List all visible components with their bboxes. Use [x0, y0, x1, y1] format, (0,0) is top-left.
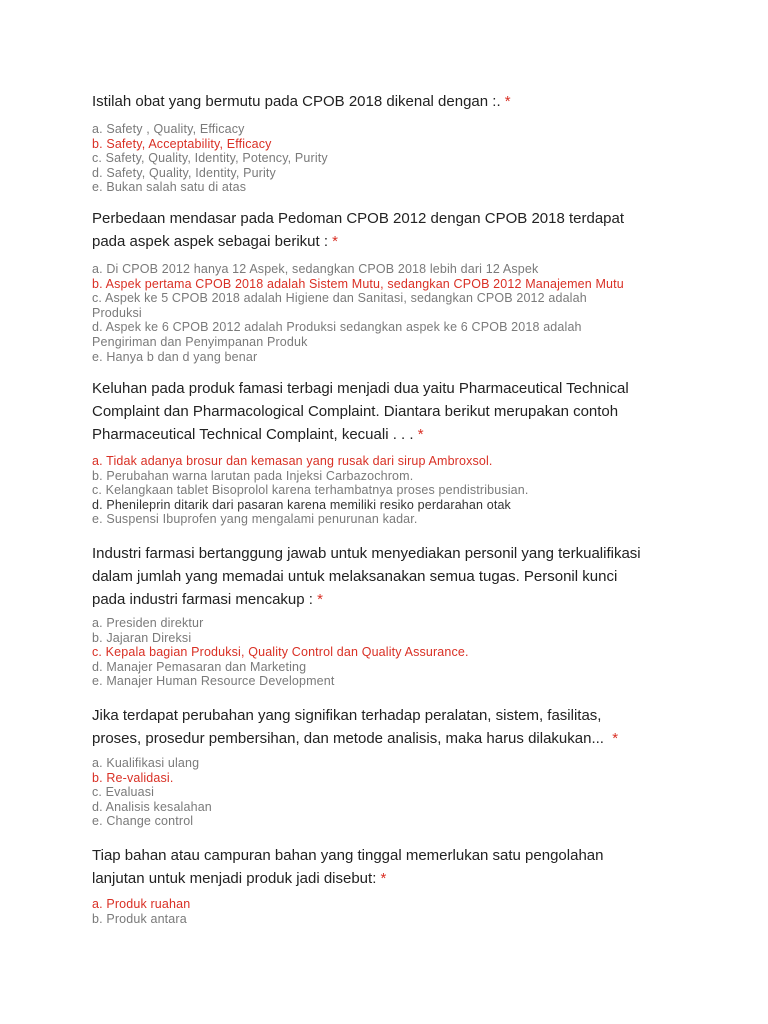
question-text — [92, 377, 692, 446]
question-line: Industri farmasi bertanggung jawab untuk menyediakan personil yang terkualifikasi — [92, 545, 641, 562]
option-e: e. Bukan salah satu di atas — [92, 180, 247, 195]
option-a: a. Kualifikasi ulang — [92, 756, 200, 770]
required-asterisk: * — [413, 426, 424, 443]
option-a-correct: a. Produk ruahan — [92, 897, 191, 911]
option-b-correct: b. Safety, Acceptability, Efficacy — [92, 136, 272, 151]
question-line-text: Istilah obat yang bermutu pada CPOB 2018 dikenal dengan :. — [92, 93, 501, 110]
question-line: Tiap bahan atau campuran bahan yang tinggal memerlukan satu pengolahan — [92, 847, 604, 864]
options-list — [92, 756, 712, 829]
option-b: b. Jajaran Direksi — [92, 630, 192, 645]
option-c: c. Aspek ke 5 CPOB 2018 adalah Higiene dan Sanitasi, sedangkan CPOB 2012 adalah — [92, 291, 587, 306]
option-a-correct: a. Tidak adanya brosur dan kemasan yang rusak dari sirup Ambroxsol. — [92, 454, 493, 468]
option-e: e. Hanya b dan d yang benar — [92, 349, 258, 364]
required-asterisk: * — [328, 233, 339, 250]
option-d-continued: Pengiriman dan Penyimpanan Produk — [92, 334, 308, 349]
option-c: c. Evaluasi — [92, 785, 155, 800]
required-asterisk: * — [312, 591, 323, 608]
options-list — [92, 122, 712, 195]
question-text — [92, 704, 692, 750]
options-list — [92, 454, 712, 527]
required-asterisk: * — [603, 730, 619, 747]
option-b-correct: b. Aspek pertama CPOB 2018 adalah Sistem Mutu, sedangkan CPOB 2012 Manajemen Mutu — [92, 276, 624, 291]
option-b-correct: b. Re-validasi. — [92, 770, 174, 785]
option-d: d. Aspek ke 6 CPOB 2012 adalah Produksi sedangkan aspek ke 6 CPOB 2018 adalah — [92, 320, 582, 335]
question-text — [92, 90, 692, 113]
question-line-text: lanjutan untuk menjadi produk jadi disebut: — [92, 870, 377, 887]
option-e: e. Change control — [92, 814, 194, 829]
option-d: d. Analisis kesalahan — [92, 799, 212, 814]
option-b: b. Produk antara — [92, 911, 187, 926]
question-line: Keluhan pada produk famasi terbagi menjadi dua yaitu Pharmaceutical Technical — [92, 380, 629, 397]
question-text — [92, 542, 692, 611]
option-e: e. Manajer Human Resource Development — [92, 674, 335, 689]
option-c-correct: c. Kepala bagian Produksi, Quality Control dan Quality Assurance. — [92, 645, 469, 660]
option-d: d. Safety, Quality, Identity, Purity — [92, 165, 276, 180]
options-list — [92, 262, 712, 364]
options-list — [92, 897, 712, 926]
question-line-text: proses, prosedur pembersihan, dan metode analisis, maka harus dilakukan... — [92, 730, 604, 747]
question-line: Jika terdapat perubahan yang signifikan terhadap peralatan, sistem, fasilitas, — [92, 707, 602, 724]
option-a: a. Safety , Quality, Efficacy — [92, 122, 245, 136]
question-line — [92, 867, 692, 890]
question-line — [92, 230, 692, 253]
question-line — [92, 423, 692, 446]
question-line-text: Pharmaceutical Technical Complaint, kecuali . . . — [92, 426, 414, 443]
question-text — [92, 207, 692, 253]
required-asterisk: * — [376, 870, 387, 887]
question-line: dalam jumlah yang memadai untuk melaksanakan semua tugas. Personil kunci — [92, 568, 618, 585]
question-line — [92, 90, 692, 113]
option-e: e. Suspensi Ibuprofen yang mengalami penurunan kadar. — [92, 512, 418, 527]
question-line: Complaint dan Pharmacological Complaint. Diantara berikut merupakan contoh — [92, 403, 619, 420]
option-c-continued: Produksi — [92, 305, 142, 320]
question-text — [92, 844, 692, 890]
question-line-text: pada aspek aspek sebagai berikut : — [92, 233, 328, 250]
question-line — [92, 588, 692, 611]
option-d: d. Phenileprin ditarik dari pasaran karena memiliki resiko perdarahan otak — [92, 497, 511, 512]
option-a: a. Di CPOB 2012 hanya 12 Aspek, sedangkan CPOB 2018 lebih dari 12 Aspek — [92, 262, 539, 276]
question-line — [92, 727, 692, 750]
question-line-text: pada industri farmasi mencakup : — [92, 591, 313, 608]
options-list — [92, 616, 712, 689]
option-d: d. Manajer Pemasaran dan Marketing — [92, 659, 307, 674]
required-asterisk: * — [500, 93, 511, 110]
option-c: c. Kelangkaan tablet Bisoprolol karena terhambatnya proses pendistribusian. — [92, 483, 529, 498]
option-a: a. Presiden direktur — [92, 616, 204, 630]
option-c: c. Safety, Quality, Identity, Potency, Purity — [92, 151, 328, 166]
question-line: Perbedaan mendasar pada Pedoman CPOB 2012 dengan CPOB 2018 terdapat — [92, 210, 625, 227]
option-b: b. Perubahan warna larutan pada Injeksi Carbazochrom. — [92, 468, 414, 483]
